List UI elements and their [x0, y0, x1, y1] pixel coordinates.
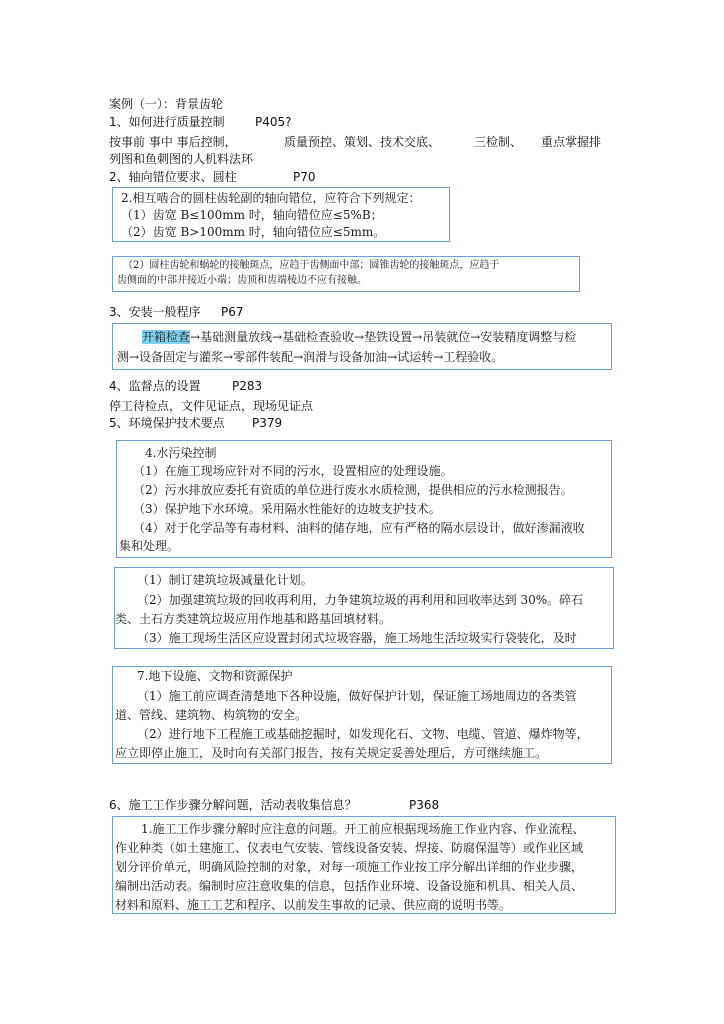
excerpt-line: 齿侧面的中部并接近小端；齿顶和齿端棱边不应有接触。 — [117, 275, 367, 286]
excerpt-line: （2）加强建筑垃圾的回收再利用，力争建筑垃圾的再利用和回收率达到 30%。碎石 — [137, 593, 584, 607]
excerpt-line: （2）齿宽 B>100mm 时，轴向错位应≤5mm。 — [121, 225, 386, 239]
question-2-label: 2、轴向错位要求、圆柱 — [109, 170, 237, 184]
excerpt-line: （3）施工现场生活区应设置封闭式垃圾容器，施工场地生活垃圾实行袋装化，及时 — [137, 631, 577, 645]
highlighted-term: 开箱检查 — [142, 330, 191, 344]
q1-answer-line-1 — [109, 134, 237, 150]
excerpt-line: 集和处理。 — [119, 539, 180, 553]
question-6 — [109, 797, 440, 813]
excerpt-install-procedure — [112, 323, 612, 370]
excerpt-line: 材料和原料、施工工艺和程序、以前发生事故的记录、供应商的说明书等。 — [115, 898, 512, 912]
question-1 — [109, 114, 292, 130]
excerpt-line: 1.施工工作步骤分解时应注意的问题。开工前应根据现场施工作业内容、作业流程、 — [141, 822, 585, 836]
question-4 — [109, 378, 263, 394]
procedure-line-2: 测→设备固定与灌浆→零部件装配→润滑与设备加油→试运转→工程验收。 — [117, 350, 504, 364]
case-title: 案例（一）：背景齿轮 — [109, 97, 224, 111]
excerpt-underground-protection — [112, 666, 612, 764]
question-5-label: 5、环境保护技术要点 — [109, 416, 225, 430]
excerpt-line: 编制出活动表。编制时应注意收集的信息，包括作业环境、设备设施和机具、相关人员、 — [115, 879, 584, 893]
question-1-page: P405? — [255, 115, 292, 129]
excerpt-worm-contact — [112, 256, 580, 292]
excerpt-line: 道、管线、建筑物、构筑物的安全。 — [115, 708, 308, 722]
excerpt-line: （1）齿宽 B≤100mm 时，轴向错位应≤5%B； — [121, 208, 383, 222]
q4-answer: 停工待检点，文件见证点，现场见证点 — [109, 399, 314, 413]
excerpt-gear-alignment — [112, 187, 450, 242]
excerpt-line: （2）进行地下工程施工或基础挖掘时，如发现化石、文物、电缆、管道、爆炸物等， — [137, 727, 589, 741]
question-1-label: 1、如何进行质量控制 — [109, 115, 225, 129]
q1-answer-part-d: 重点掌握排 — [541, 135, 602, 149]
q1-answer-line-2: 列图和鱼刺图的人机料法环 — [109, 152, 254, 166]
question-3 — [109, 304, 244, 320]
excerpt-line: 划分评价单元，明确风险控制的对象，对每一项施工作业按工序分解出详细的作业步骤， — [115, 860, 584, 874]
excerpt-line: 7.地下设施、文物和资源保护 — [137, 669, 293, 683]
question-3-label: 3、安装一般程序 — [109, 305, 201, 319]
question-4-label: 4、监督点的设置 — [109, 379, 201, 393]
q1-answer-part-b: 质量预控、策划、技术交底、 — [284, 135, 441, 149]
excerpt-line: （4）对于化学品等有毒材料、油料的储存地，应有严格的隔水层设计，做好渗漏液收 — [133, 521, 585, 535]
question-2 — [109, 169, 316, 185]
excerpt-line: （1）制订建筑垃圾减量化计划。 — [137, 573, 313, 587]
excerpt-line: 应立即停止施工，及时向有关部门报告，按有关规定妥善处理后，方可继续施工。 — [115, 746, 548, 760]
question-5 — [109, 415, 283, 431]
excerpt-water-pollution — [116, 440, 612, 558]
excerpt-work-step-breakdown — [112, 816, 616, 914]
question-3-page: P67 — [221, 305, 244, 319]
q1-answer-part-a: 按事前 事中 事后控制， — [109, 135, 237, 149]
question-2-page: P70 — [293, 170, 316, 184]
excerpt-line: （3）保护地下水环境。采用隔水性能好的边坡支护技术。 — [133, 502, 441, 516]
excerpt-construction-waste — [114, 567, 614, 649]
question-4-page: P283 — [232, 379, 263, 393]
excerpt-line: 类、土石方类建筑垃圾应用作地基和路基回填材料。 — [115, 612, 392, 626]
q1-answer-part-c: 三检制、 — [474, 135, 523, 149]
excerpt-line: （1）施工前应调查清楚地下各种设施，做好保护计划，保证施工场地周边的各类管 — [137, 689, 577, 703]
excerpt-line: 2.相互啮合的圆柱齿轮副的轴向错位，应符合下列规定： — [121, 191, 421, 205]
question-6-page: P368 — [409, 798, 440, 812]
excerpt-line: 作业种类（如土建施工、仪表电气安装、管线设备安装、焊接、防腐保温等）或作业区域 — [115, 841, 584, 855]
procedure-line-1-rest: →基础测量放线→基础检查验收→垫铁设置→吊装就位→安装精度调整与检 — [190, 330, 577, 344]
excerpt-line: （1）在施工现场应针对不同的污水，设置相应的处理设施。 — [133, 464, 453, 478]
excerpt-line: （2）污水排放应委托有资质的单位进行废水水质检测，提供相应的污水检测报告。 — [133, 483, 573, 497]
question-5-page: P379 — [252, 416, 283, 430]
question-6-label: 6、施工工作步骤分解问题，活动表收集信息？ — [109, 798, 357, 812]
excerpt-line: （2）圆柱齿轮和蜗轮的接触斑点，应趋于齿侧面中部；圆锥齿轮的接触斑点，应趋于 — [123, 260, 500, 271]
excerpt-line: 4.水污染控制 — [145, 446, 217, 460]
procedure-line-1 — [142, 329, 576, 345]
